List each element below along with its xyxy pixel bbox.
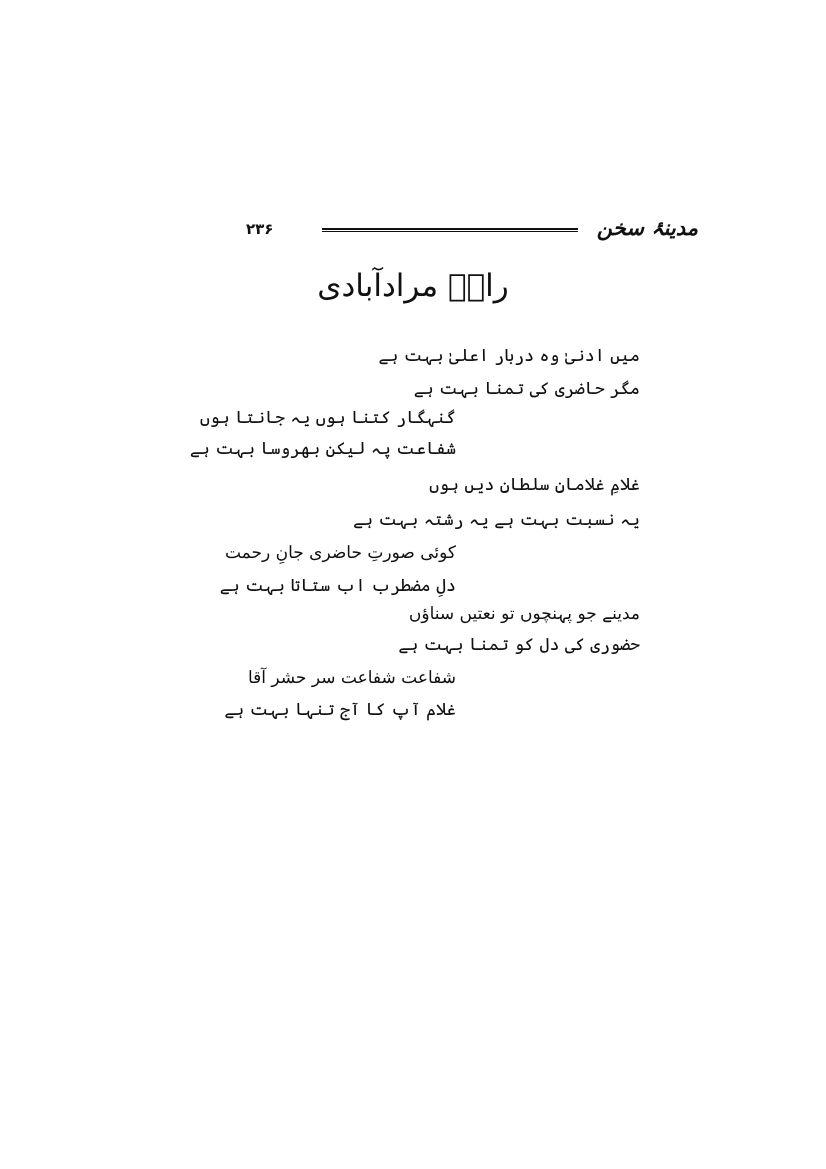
verse-line: یہ نسبت بہت ہے یہ رشتہ بہت ہے — [353, 510, 640, 530]
header-double-rule — [322, 228, 578, 232]
verse-line: دلِ مضطرب اب ستاتا بہت ہے — [219, 576, 456, 596]
verse-line: غلامِ غلامانِ سلطانِ دیں ہوں — [429, 475, 640, 495]
running-header-book-title: مدینۂ سخن — [596, 215, 698, 240]
verse-line: کوئی صورتِ حاضری جانِ رحمت — [224, 543, 456, 563]
verse-line: شفاعت شفاعت سر حشر آقا — [247, 668, 456, 688]
verse-line: مگر حاضری کی تمنا بہت ہے — [413, 379, 640, 399]
verse-line: شفاعت پہ لیکن بھروسا بہت ہے — [189, 439, 456, 459]
verse-line: غلام آپ کا آج تنہا بہت ہے — [224, 700, 456, 720]
verse-line: مدینے جو پہنچوں تو نعتیں سناؤں — [408, 604, 640, 624]
page-number: ۲۳۶ — [246, 220, 274, 238]
verse-line: گنہگار کتنا ہوں یہ جانتا ہوں — [199, 408, 456, 428]
verse-line: میں ادنیٰ وہ دربار اعلیٰ بہت ہے — [378, 346, 640, 366]
poet-name-heading: رازؔ مرادآبادی — [317, 268, 509, 304]
verse-line: حضوری کی دل کو تمنا بہت ہے — [398, 635, 640, 655]
